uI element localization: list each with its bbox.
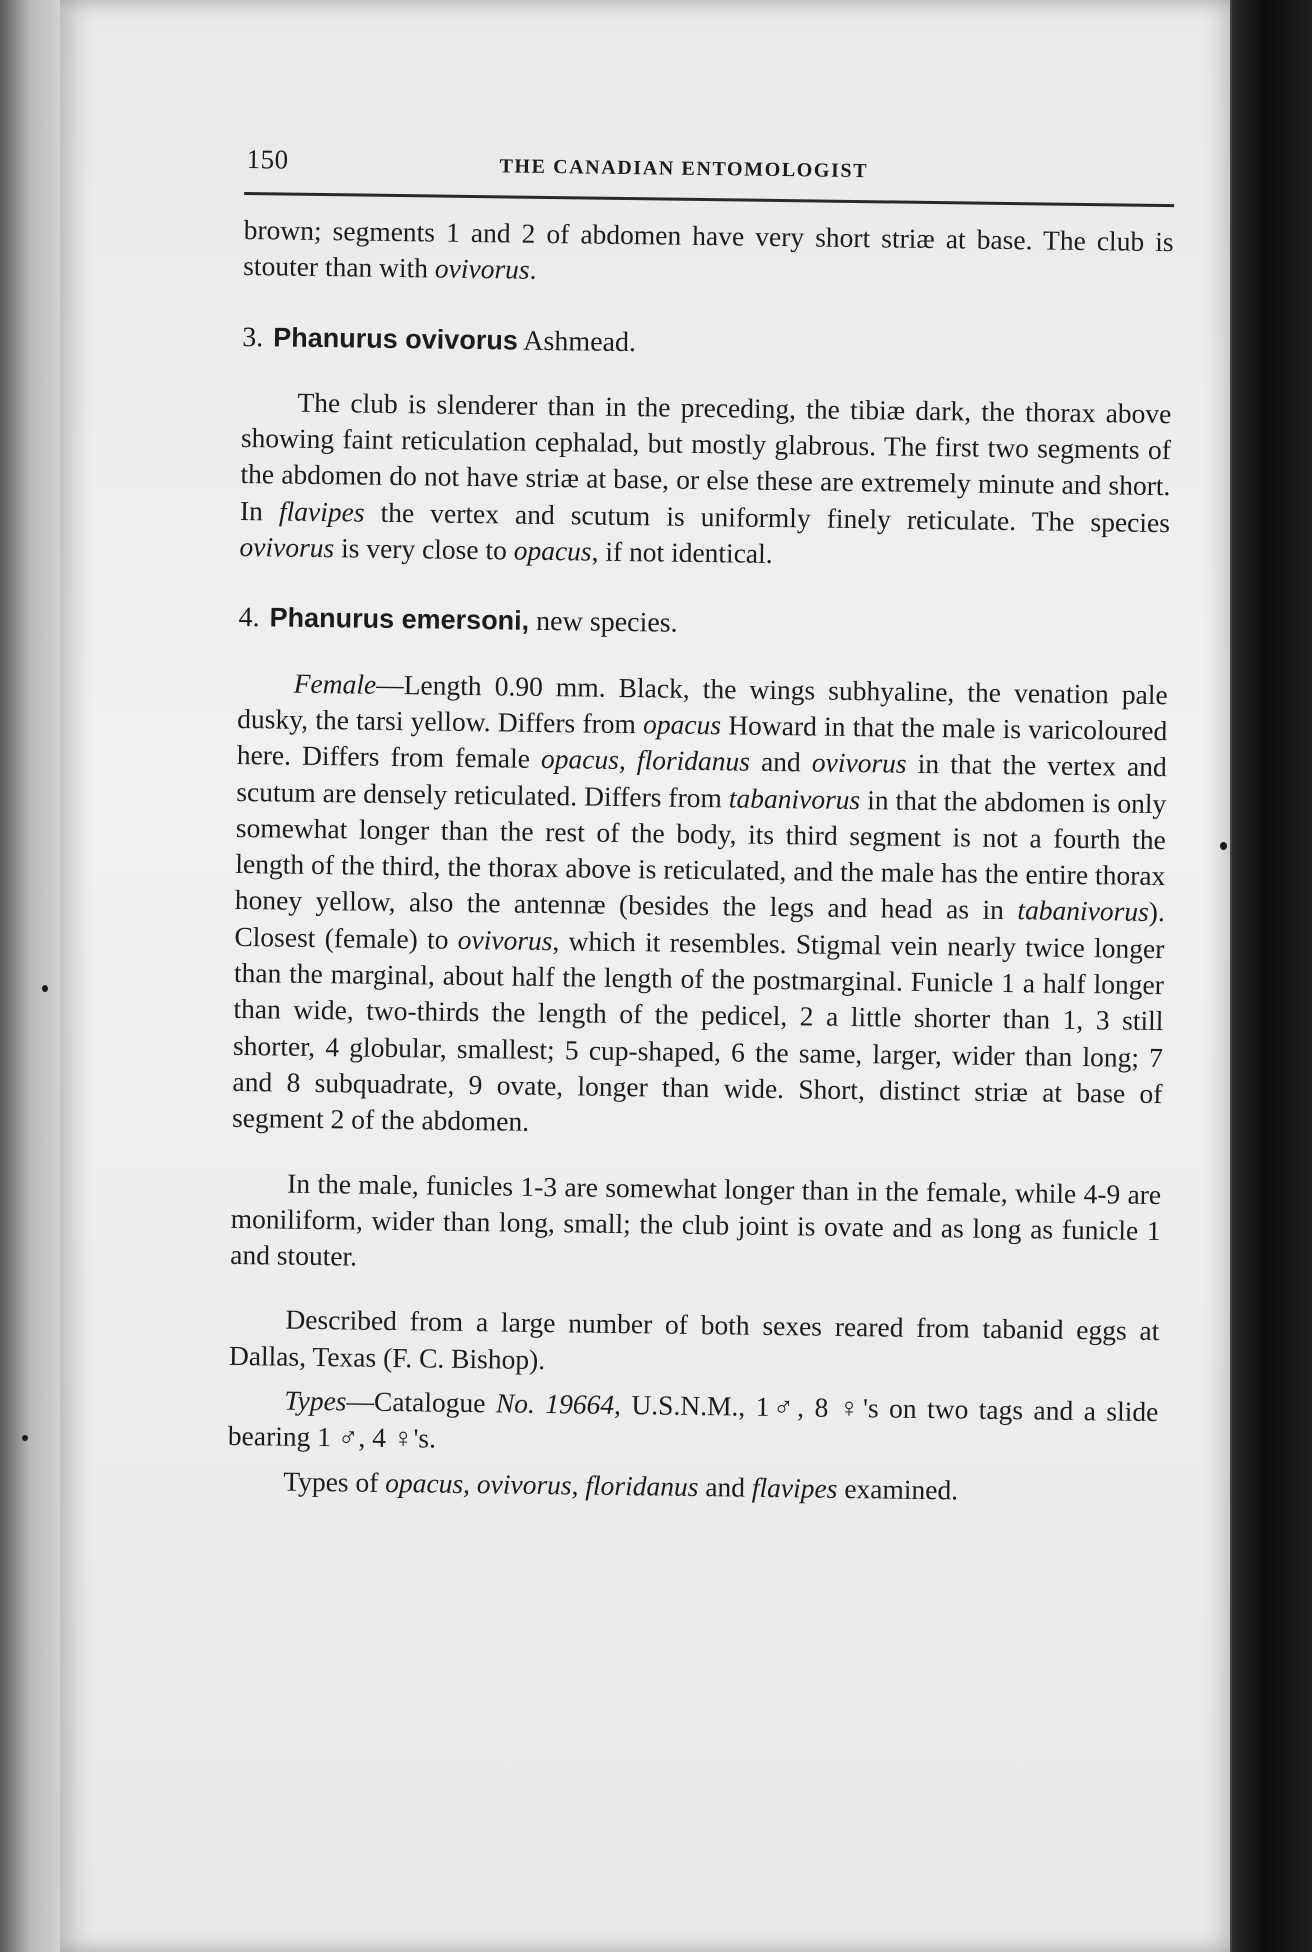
- species-heading-3: 3. Phanurus ovivorus Ashmead.: [242, 321, 637, 358]
- intro-paragraph: brown; segments 1 and 2 of abdomen have very short striæ at base. The club is stouter than with ovivorus.: [243, 213, 1174, 286]
- types-paragraph: Types—Catalogue No. 19664, U.S.N.M., 1♂, 8 ♀'s on two tags and a slide bearing 1 ♂, 4 ♀'s.: [227, 1384, 1159, 1454]
- speck-mark: [42, 985, 48, 992]
- book-spine-edge: [1232, 0, 1312, 1952]
- male-description: In the male, funicles 1-3 are somewhat longer than in the female, while 4-9 are moniliform, wider than long, small; the club joint is ovate and as long as funicle 1 and stouter.: [230, 1167, 1162, 1272]
- page-header: [244, 130, 1175, 200]
- header-rule: [244, 192, 1174, 207]
- speck-mark: [1220, 842, 1227, 850]
- described-from: Described from a large number of both sexes reared from tabanid eggs at Dallas, Texas (F. C. Bishop).: [228, 1304, 1160, 1375]
- female-description: Female—Length 0.90 mm. Black, the wings subhyaline, the venation pale dusky, the tarsi yellow. Differs from opacus Howard in that the male is varicoloured here. Differs from female opacus, floridanus and ovivorus in that the vertex and scutum are densely reticulated. Differs from tabanivorus in that the abdomen is only somewhat longer than the rest of the body, its third segment is not a fourth the length of the third, the thorax above is reticulated, and the male has the entire thorax honey yellow, also the antennæ (besides the legs and head as in tabanivorus). Closest (female) to ovivorus, which it resembles. Stigmal vein nearly twice longer than the marginal, about half the length of the postmarginal. Funicle 1 a half longer than wide, two-thirds the length of the pedicel, 2 a little shorter than 1, 3 still shorter, 4 globular, smallest; 5 cup-shaped, 6 the same, larger, wider than long; 7 and 8 subquadrate, 9 ovate, longer than wide. Short, distinct striæ at base of segment 2 of the abdomen.: [231, 667, 1168, 1138]
- types-examined: Types of opacus, ovivorus, floridanus and flavipes examined.: [283, 1465, 959, 1506]
- running-head: THE CANADIAN ENTOMOLOGIST: [499, 155, 869, 183]
- article-body: [227, 212, 1174, 1511]
- page-content: [227, 130, 1175, 1511]
- speck-mark: [22, 1435, 28, 1441]
- page-number: 150: [246, 144, 289, 175]
- species-3-paragraph: The club is slenderer than in the preceding, the tibiæ dark, the thorax above showing faint reticulation cephalad, but mostly glabrous. The first two segments of the abdomen do not have striæ at base, or else these are extremely minute and short. In flavipes the vertex and scutum is uniformly finely reticulate. The species ovivorus is very close to opacus, if not identical.: [239, 386, 1172, 570]
- species-heading-4: 4. Phanurus emersoni, new species.: [238, 602, 678, 640]
